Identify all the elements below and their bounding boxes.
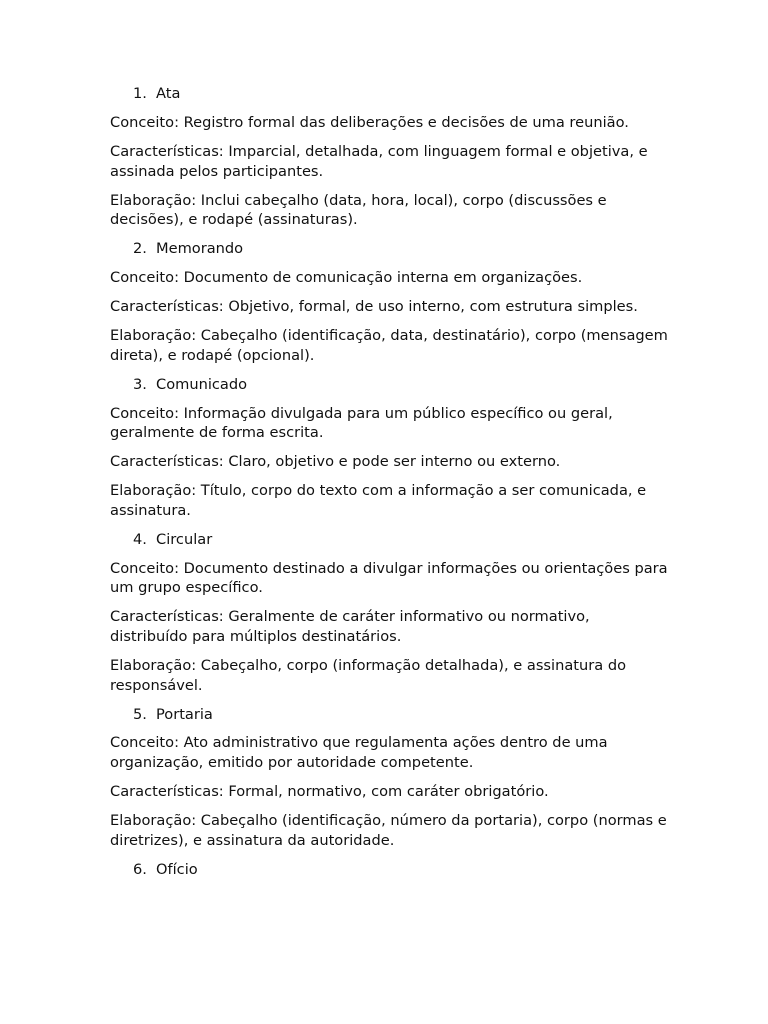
section-heading [110,375,670,395]
section-number: 5. [133,705,147,723]
concept-paragraph: Conceito: Documento de comunicação interna em organizações. [110,269,583,287]
section-number: 4. [133,530,147,548]
section-oficio [110,860,670,880]
document-page [110,84,670,889]
elaboration-paragraph: Elaboração: Inclui cabeçalho (data, hora, local), corpo (discussões e decisões), e rodapé (assinaturas). [110,191,607,229]
section-title: Ofício [156,860,198,878]
section-memorando [110,239,670,365]
elaboration-paragraph: Elaboração: Cabeçalho (identificação, número da portaria), corpo (normas e diretrizes), e assinatura da autoridade. [110,812,667,849]
elaboration-paragraph: Elaboração: Título, corpo do texto com a informação a ser comunicada, e assinatura. [110,482,647,519]
section-portaria [110,705,670,851]
characteristics-paragraph: Características: Geralmente de caráter informativo ou normativo, distribuído para múltiplos destinatários. [110,608,590,645]
characteristics-paragraph: Características: Objetivo, formal, de uso interno, com estrutura simples. [110,298,638,316]
section-heading [110,705,670,725]
concept-paragraph: Conceito: Registro formal das deliberações e decisões de uma reunião. [110,113,629,131]
section-number: 3. [133,375,147,393]
section-heading [110,239,670,259]
section-title: Comunicado [156,375,248,393]
concept-paragraph: Conceito: Documento destinado a divulgar informações ou orientações para um grupo específico. [110,559,668,597]
section-title: Portaria [156,705,213,723]
characteristics-paragraph: Características: Imparcial, detalhada, com linguagem formal e objetiva, e assinada pelos participantes. [110,142,648,180]
section-heading [110,860,670,880]
concept-paragraph: Conceito: Ato administrativo que regulamenta ações dentro de uma organização, emitido por autoridade competente. [110,734,608,772]
characteristics-paragraph: Características: Claro, objetivo e pode ser interno ou externo. [110,453,561,471]
concept-paragraph: Conceito: Informação divulgada para um público específico ou geral, geralmente de forma escrita. [110,404,613,442]
section-number: 2. [133,240,147,258]
section-number: 6. [133,860,147,878]
section-heading [110,530,670,550]
section-title: Memorando [156,240,244,258]
section-number: 1. [133,85,147,102]
section-circular [110,530,670,695]
section-ata [110,84,670,230]
section-heading [110,84,670,104]
elaboration-paragraph: Elaboração: Cabeçalho (identificação, data, destinatário), corpo (mensagem direta), e rodapé (opcional). [110,327,668,364]
characteristics-paragraph: Características: Formal, normativo, com caráter obrigatório. [110,783,549,801]
section-comunicado [110,375,670,521]
elaboration-paragraph: Elaboração: Cabeçalho, corpo (informação detalhada), e assinatura do responsável. [110,656,627,694]
section-title: Circular [156,530,213,548]
section-title: Ata [156,85,181,102]
